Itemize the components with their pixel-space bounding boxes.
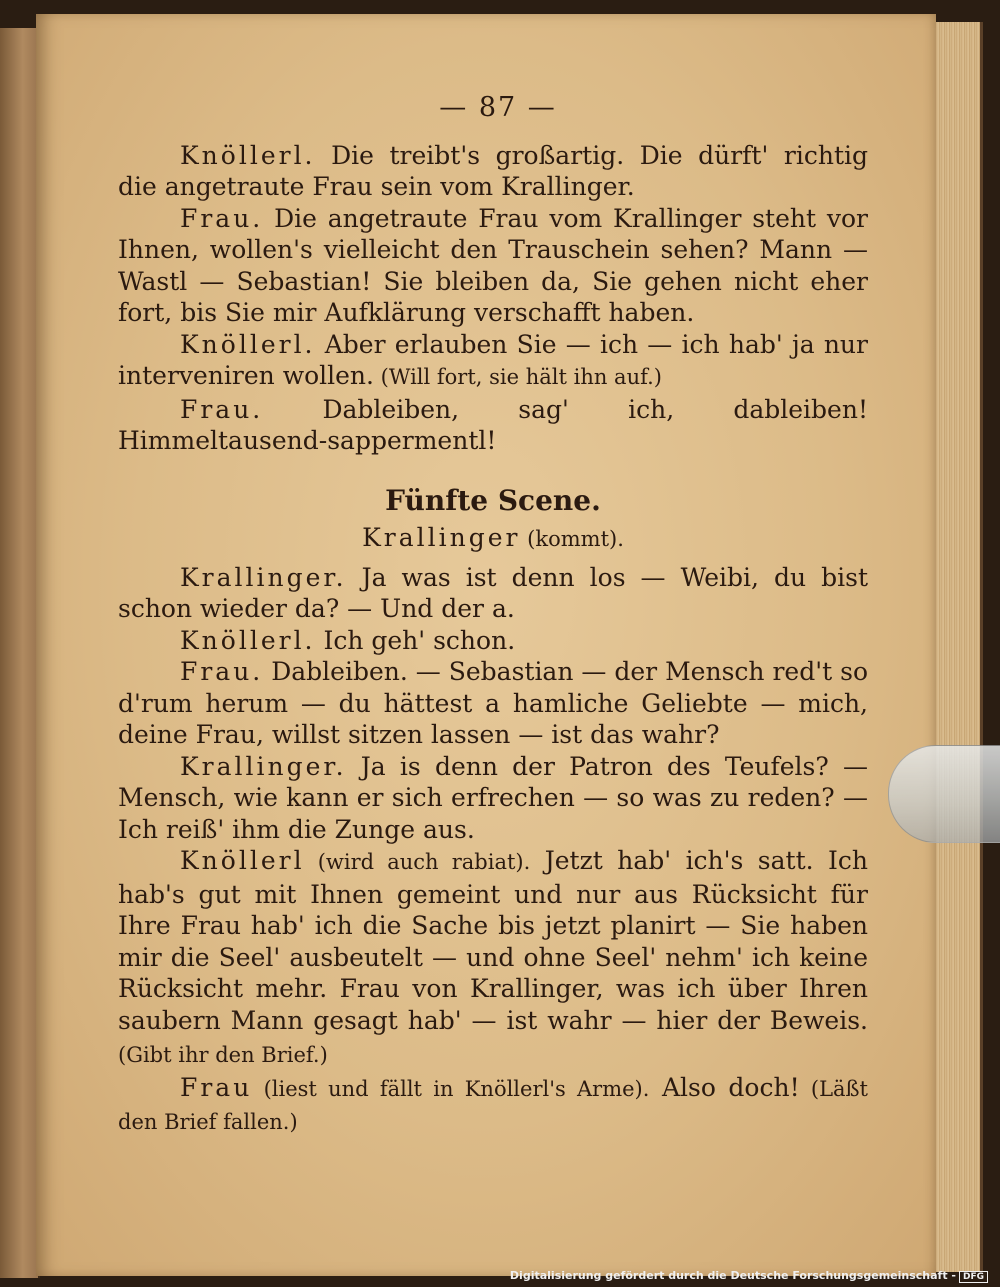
stage-direction: (Gibt ihr den Brief.) [118,1043,328,1067]
stage-direction: (wird auch rabiat). [304,850,531,874]
page-number: — 87 — [439,92,557,123]
paragraph-8 [118,751,868,846]
left-page-edge [0,28,40,1278]
speaker-name: Knöllerl [180,846,305,875]
stage-direction: (Will fort, sie hält ihn auf.) [373,365,662,389]
scene-character: Krallinger [362,523,521,552]
page-text [118,92,868,1139]
page-clip [888,745,1000,843]
dfg-logo: DFG [959,1271,988,1283]
stage-direction: (kommt). [520,527,624,551]
dialogue-text: Aber erlauben Sie — ich — ich hab' ja nur interveniren wollen. [118,329,868,390]
paragraph-6 [118,625,868,657]
scene-subtitle [118,522,868,556]
paragraph-9 [118,845,868,1072]
speaker-name: Knöllerl. [180,625,316,655]
paragraph-2 [118,203,868,329]
dialogue-text: Jetzt hab' ich's satt. Ich hab's gut mit Ihnen gemeint und nur aus Rücksicht für Ihre Frau hab' ich die Sache bis jetzt planirt — Sie haben mir die Seel' ausbeutelt — und ohne Seel' nehm' ich keine Rücksicht mehr. Frau von Krallinger, was ich über Ihren saubern Mann gesagt hab' — ist wahr — hier der Beweis. [118,846,868,1035]
paragraph-5 [118,562,868,625]
paragraph-7 [118,656,868,751]
speaker-name: Knöllerl. [180,329,316,359]
dialogue-text: Ja is denn der Patron des Teufels? — Mensch, wie kann er sich erfrechen — so was zu reden? — Ich reiß' ihm die Zunge aus. [118,751,868,844]
speaker-name: Krallinger. [180,751,347,781]
dialogue-text: Die treibt's großartig. Die dürft' richtig die angetraute Frau sein vom Krallinger. [118,140,868,201]
credit-text: Digitalisierung gefördert durch die Deutsche Forschungsgemeinschaft - [509,1269,956,1282]
paragraph-10 [118,1072,868,1139]
page-stack-edge [930,22,983,1272]
paragraph-1 [118,140,868,203]
speaker-name: Frau. [180,657,264,686]
dialogue-text: Dableiben, sag' ich, dableiben! Himmeltausend-sappermentl! [118,394,868,455]
speaker-name: Frau. [180,203,264,233]
dialogue-text: Die angetraute Frau vom Krallinger steht vor Ihnen, wollen's vielleicht den Trauschein sehen? Mann — Wastl — Sebastian! Sie bleiben da, Sie gehen nicht eher fort, bis Sie mir Aufklärung verschafft haben. [118,203,868,327]
dialogue-text: Ja was ist denn los — Weibi, du bist schon wieder da? — Und der a. [118,562,868,623]
dialogue-text: Ich geh' schon. [315,625,516,655]
paragraph-3 [118,329,868,394]
speaker-name: Knöllerl. [180,140,316,170]
scene-title: Fünfte Scene. [385,483,601,517]
dialogue-text: Also doch! [649,1072,800,1102]
speaker-name: Frau [180,1072,253,1102]
stage-direction: (liest und fällt in Knöllerl's Arme). [252,1076,650,1101]
speaker-name: Krallinger. [180,562,347,592]
dialogue-text: Dableiben. — Sebastian — der Mensch red't so d'rum herum — du hättest a hamliche Geliebte — mich, deine Frau, willst sitzen lassen — ist das wahr? [118,657,868,749]
stage-direction: (Läßt den Brief fallen.) [118,1076,869,1134]
speaker-name: Frau. [180,394,264,424]
digitization-credit [510,1269,988,1283]
paragraph-4 [118,394,868,457]
